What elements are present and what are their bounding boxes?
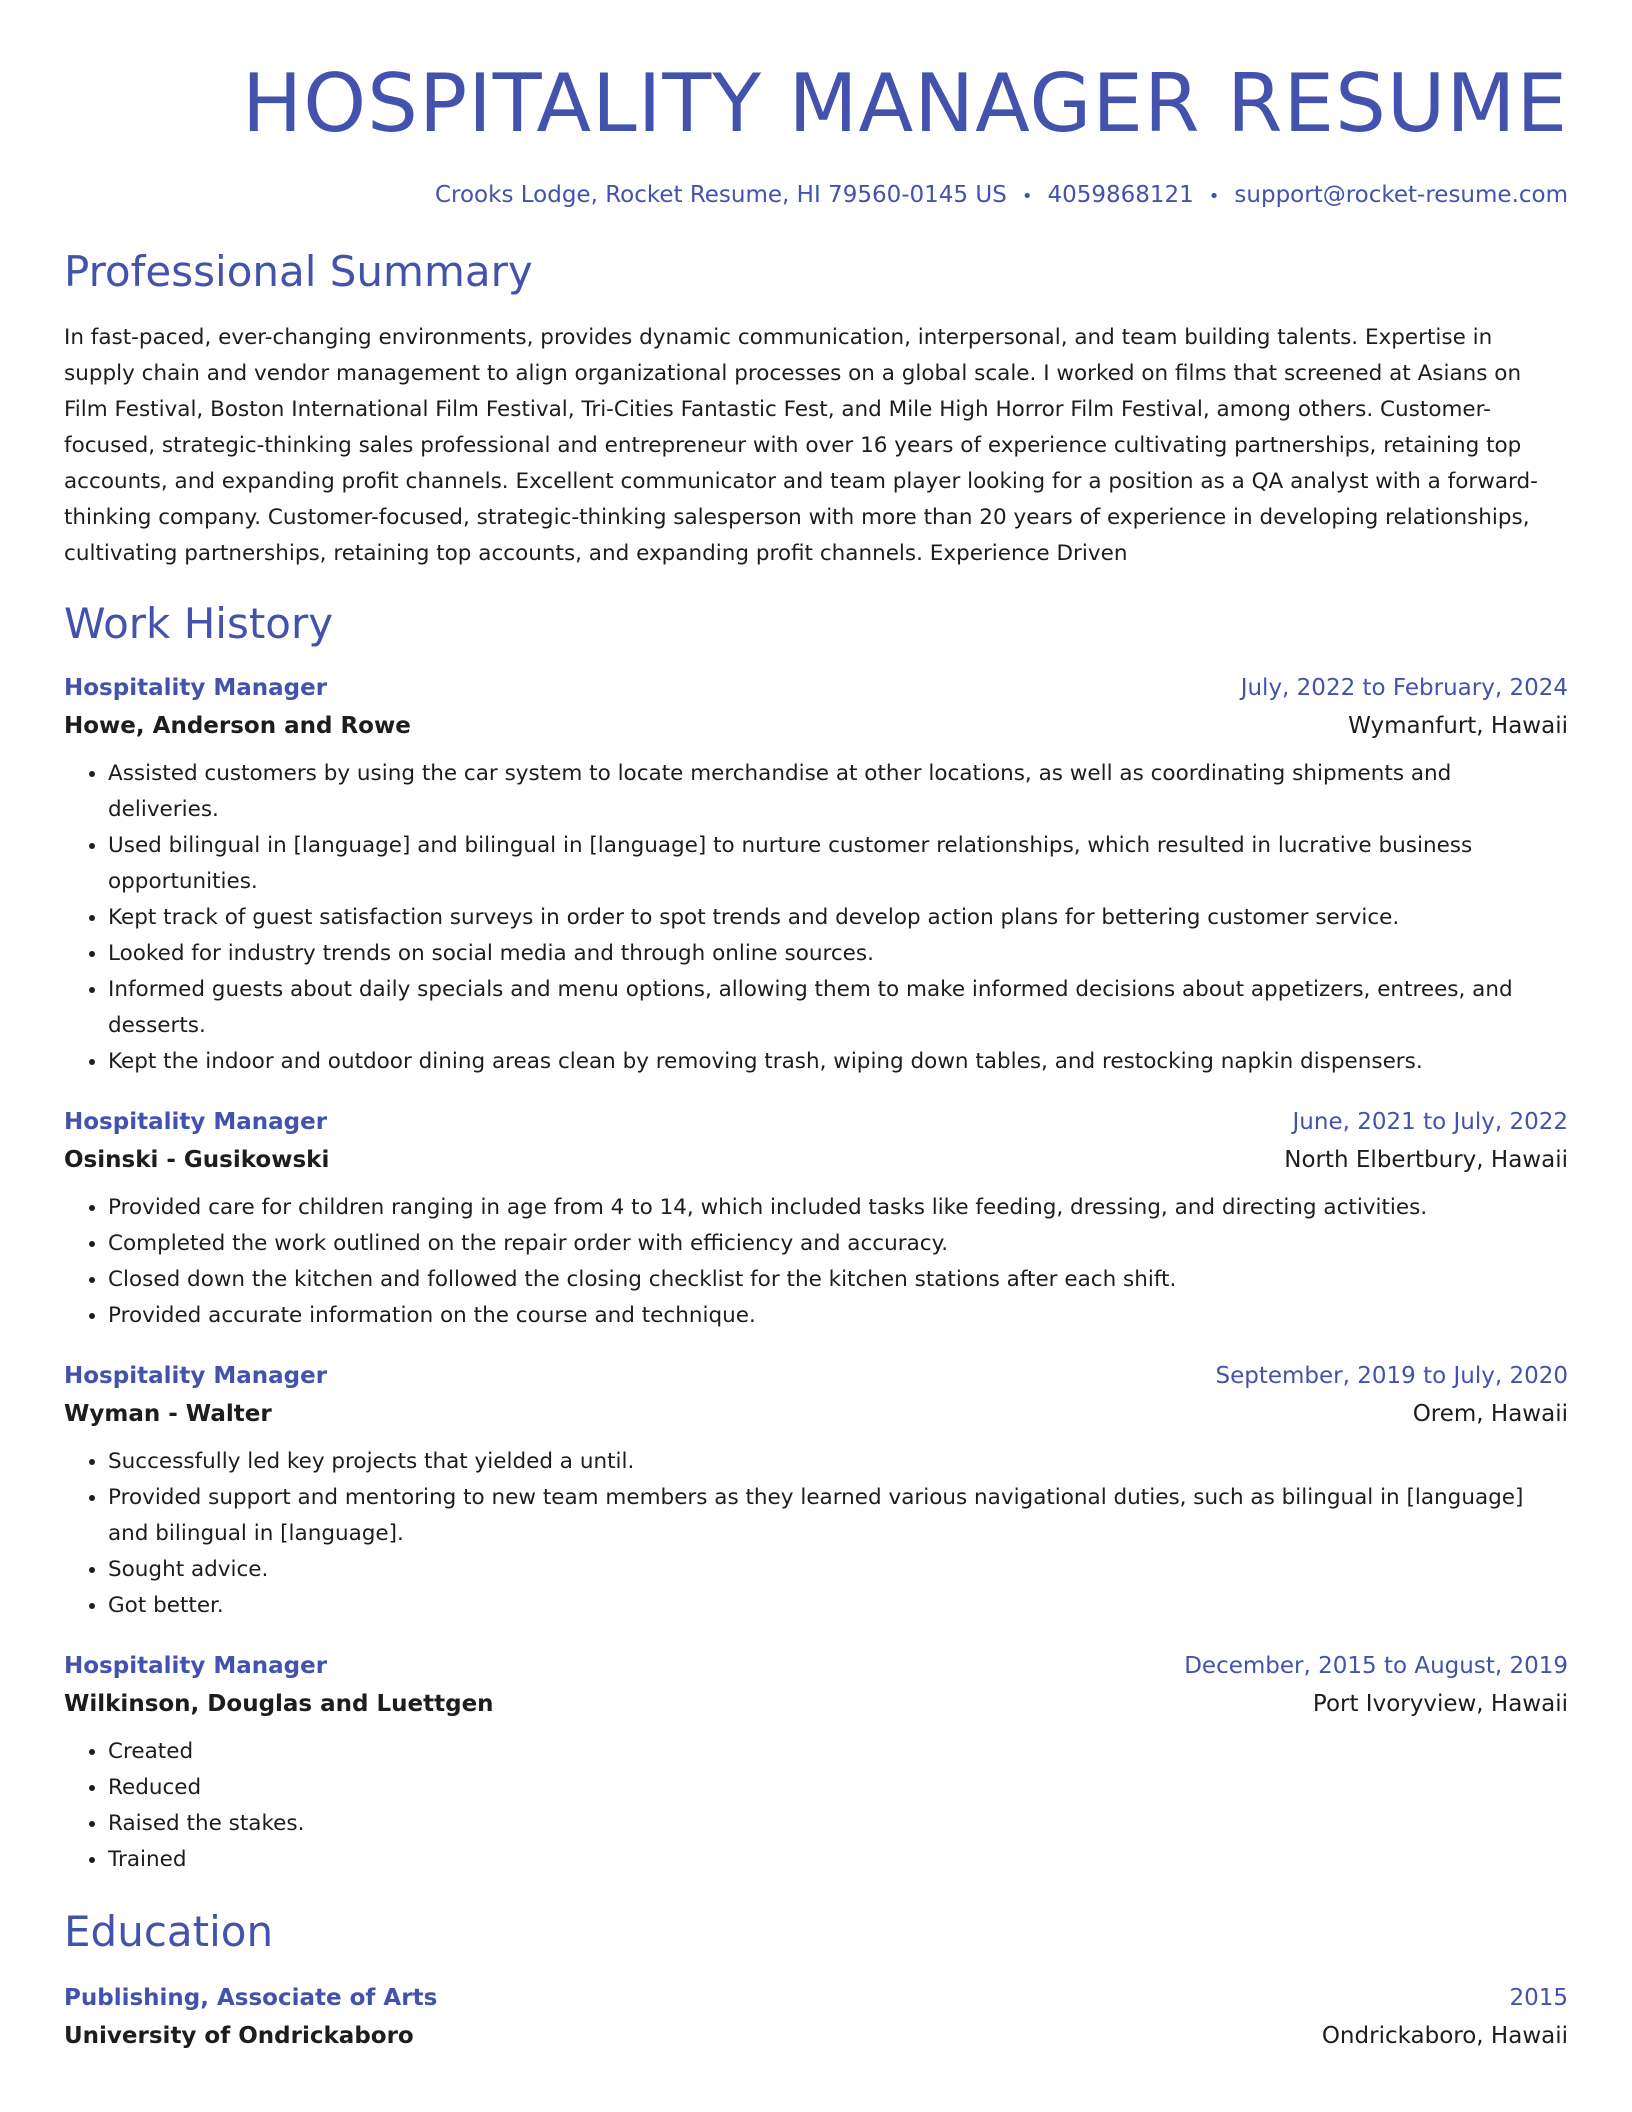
job-bullet: • Created <box>108 1734 1568 1770</box>
job-bullet: • Trained <box>108 1842 1568 1878</box>
job-bullet: • Used bilingual in [language] and bilingual in [language] to nurture customer relationships, which resulted in lucrative business opportunities. <box>108 828 1568 900</box>
job-dates: December, 2015 to August, 2019 <box>1184 1653 1568 1679</box>
job-company: Osinski - Gusikowski <box>64 1147 330 1173</box>
education-degree-row <box>64 1982 1568 2014</box>
job-dates: June, 2021 to July, 2022 <box>1292 1109 1568 1135</box>
education-degree: Publishing, Associate of Arts <box>64 1985 438 2011</box>
job-bullet: • Raised the stakes. <box>108 1806 1568 1842</box>
job-entry <box>64 672 1568 1080</box>
job-title: Hospitality Manager <box>64 675 328 701</box>
job-dates: July, 2022 to February, 2024 <box>1240 675 1568 701</box>
job-bullet: • Informed guests about daily specials and menu options, allowing them to make informed decisions about appetizers, entrees, and desserts. <box>108 972 1568 1044</box>
job-bullet: • Closed down the kitchen and followed the closing checklist for the kitchen stations after each shift. <box>108 1262 1568 1298</box>
job-location: North Elbertbury, Hawaii <box>1284 1147 1568 1173</box>
contact-email: support@rocket-resume.com <box>1234 182 1568 208</box>
education-location: Ondrickaboro, Hawaii <box>1321 2023 1568 2049</box>
job-bullets <box>64 1734 1568 1878</box>
job-bullet: • Got better. <box>108 1588 1568 1624</box>
job-bullet: • Sought advice. <box>108 1552 1568 1588</box>
contact-line <box>64 180 1568 212</box>
education-entry <box>64 1982 1568 2052</box>
job-bullet: • Looked for industry trends on social media and through online sources. <box>108 936 1568 972</box>
job-company-row <box>64 710 1568 742</box>
summary-text: In fast-paced, ever-changing environments, provides dynamic communication, interpersonal, and team building talents. Expertise in supply chain and vendor management to align organizational processes on a global scale. I worked on films that screened at Asians on Film Festival, Boston International Film Festival, Tri-Cities Fantastic Fest, and Mile High Horror Film Festival, among others. Customer-focused, strategic-thinking sales professional and entrepreneur with over 16 years of experience cultivating partnerships, retaining top accounts, and expanding profit channels. Excellent communicator and team player looking for a position as a QA analyst with a forward-thinking company. Customer-focused, strategic-thinking salesperson with more than 20 years of experience in developing relationships, cultivating partnerships, retaining top accounts, and expanding profit channels. Experience Driven <box>64 325 1538 566</box>
job-title: Hospitality Manager <box>64 1109 328 1135</box>
contact-phone: 4059868121 <box>1047 182 1194 208</box>
job-location: Wymanfurt, Hawaii <box>1348 713 1568 739</box>
job-dates: September, 2019 to July, 2020 <box>1215 1363 1568 1389</box>
job-bullets <box>64 756 1568 1080</box>
job-company: Howe, Anderson and Rowe <box>64 713 411 739</box>
contact-separator: • <box>1021 186 1033 207</box>
job-company-row <box>64 1688 1568 1720</box>
job-bullet: • Kept the indoor and outdoor dining areas clean by removing trash, wiping down tables, and restocking napkin dispensers. <box>108 1044 1568 1080</box>
education-heading: Education <box>64 1907 274 1956</box>
job-title-row <box>64 1106 1568 1138</box>
job-title-row <box>64 1360 1568 1392</box>
education-year: 2015 <box>1509 1985 1568 2011</box>
job-bullets <box>64 1190 1568 1334</box>
job-title: Hospitality Manager <box>64 1653 328 1679</box>
job-entry <box>64 1650 1568 1878</box>
job-company-row <box>64 1144 1568 1176</box>
job-title-row <box>64 672 1568 704</box>
education-school-row <box>64 2020 1568 2052</box>
job-bullet: • Provided care for children ranging in age from 4 to 14, which included tasks like feeding, dressing, and directing activities. <box>108 1190 1568 1226</box>
resume-page <box>64 0 1568 2052</box>
contact-address: Crooks Lodge, Rocket Resume, HI 79560-0145 US <box>434 182 1007 208</box>
job-title: Hospitality Manager <box>64 1363 328 1389</box>
summary-heading: Professional Summary <box>64 247 533 296</box>
contact-separator: • <box>1208 186 1220 207</box>
job-title-row <box>64 1650 1568 1682</box>
job-location: Port Ivoryview, Hawaii <box>1312 1691 1568 1717</box>
resume-title: HOSPITALITY MANAGER RESUME <box>242 57 1568 150</box>
job-company: Wilkinson, Douglas and Luettgen <box>64 1691 494 1717</box>
job-location: Orem, Hawaii <box>1412 1401 1568 1427</box>
job-bullet: • Successfully led key projects that yielded a until. <box>108 1444 1568 1480</box>
education-school: University of Ondrickaboro <box>64 2023 414 2049</box>
job-entry <box>64 1360 1568 1624</box>
work-history-heading: Work History <box>64 599 334 648</box>
job-bullets <box>64 1444 1568 1624</box>
job-company: Wyman - Walter <box>64 1401 272 1427</box>
job-bullet: • Provided accurate information on the course and technique. <box>108 1298 1568 1334</box>
job-entry <box>64 1106 1568 1334</box>
job-bullet: • Assisted customers by using the car system to locate merchandise at other locations, as well as coordinating shipments and deliveries. <box>108 756 1568 828</box>
job-bullet: • Kept track of guest satisfaction surveys in order to spot trends and develop action plans for bettering customer service. <box>108 900 1568 936</box>
job-company-row <box>64 1398 1568 1430</box>
job-bullet: • Provided support and mentoring to new team members as they learned various navigational duties, such as bilingual in [language] and bilingual in [language]. <box>108 1480 1568 1552</box>
job-bullet: • Completed the work outlined on the repair order with efficiency and accuracy. <box>108 1226 1568 1262</box>
job-bullet: • Reduced <box>108 1770 1568 1806</box>
